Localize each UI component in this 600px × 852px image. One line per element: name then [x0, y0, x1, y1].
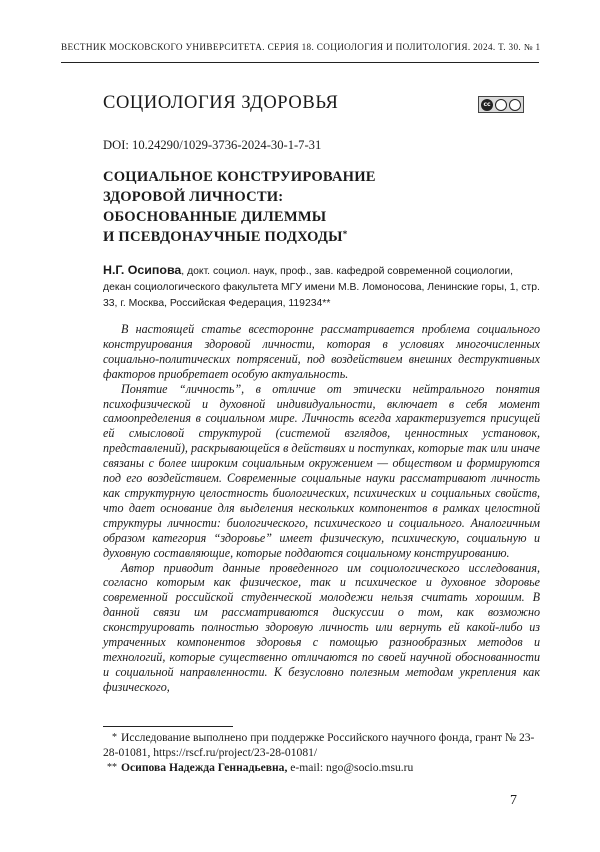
- creative-commons-license-badge[interactable]: [478, 96, 524, 113]
- footnote-mark: *: [103, 730, 117, 745]
- footnote-email: e-mail: ngo@socio.msu.ru: [287, 761, 413, 774]
- abstract-paragraph: Понятие “личность”, в отличие от этически нейтрального понятия психофизической и духовной индивидуальности, включает в себя момент самоопределения в социальном мире. Личность всегда характеризуется присущей ей смысловой структурой (системой взглядов, ценностных установок, представлений), раскрывающейся в действиях и поступках, которые так или иначе связаны с более широким социальным окружением — обществом и формируются под его воздействием. Современные социальные науки рассматривают личность как структурную целостность биологических, психических и социальных свойств, что дает основание для выделения нескольких компонентов в рамках целостной структуры личности: биологического, психического и социального. Аналогичным образом категория “здоровье” имеет физическую, психическую, социальную и духовную составляющие, которые поддаются социальному конструированию.: [103, 382, 540, 561]
- header-rule: [61, 62, 539, 63]
- abstract: [103, 322, 540, 695]
- article-title-line: ЗДОРОВОЙ ЛИЧНОСТИ:: [103, 187, 433, 207]
- doi: DOI: 10.24290/1029-3736-2024-30-1-7-31: [103, 138, 321, 153]
- noncommercial-icon: [509, 99, 521, 111]
- author-name: Н.Г. Осипова: [103, 263, 181, 277]
- article-title: [103, 167, 433, 247]
- section-title: СОЦИОЛОГИЯ ЗДОРОВЬЯ: [103, 93, 339, 114]
- journal-page: [0, 0, 600, 852]
- footnote: [103, 760, 540, 775]
- footnote-mark: **: [103, 760, 117, 775]
- footnote-text: Исследование выполнено при поддержке Российского научного фонда, грант № 23-28-01081, https://rscf.ru/project/23-28-01081/: [103, 731, 534, 759]
- abstract-paragraph: В настоящей статье всесторонне рассматривается проблема социального конструирования здоровой личности, которая в условиях многочисленных социально-политических потрясений, под воздействием внешних деструктивных факторов приобретает особую актуальность.: [103, 322, 540, 382]
- running-header: ВЕСТНИК МОСКОВСКОГО УНИВЕРСИТЕТА. СЕРИЯ 18. СОЦИОЛОГИЯ И ПОЛИТОЛОГИЯ. 2024. Т. 30. № 1: [61, 42, 539, 52]
- creative-commons-icon: cc: [481, 99, 493, 111]
- footnote: [103, 730, 540, 760]
- footnotes: [103, 730, 540, 775]
- author-affiliation: [103, 262, 540, 312]
- attribution-icon: [495, 99, 507, 111]
- footnote-author-name: Осипова Надежда Геннадьевна,: [121, 761, 287, 774]
- abstract-paragraph: Автор приводит данные проведенного им социологического исследования, согласно которым как физическое, так и психическое и духовное здоровье современной российской студенческой молодежи нельзя считать хорошим. В данной связи им рассматриваются дискуссии о том, как возможно сконструировать полностью здоровую личность или вернуть ей какой-либо из утраченных компонентов здоровья с помощью разнообразных методов и технологий, которые существенно отличаются по своей научной обоснованности и социальной направленности. К безусловно полезным методам укрепления как физического,: [103, 561, 540, 695]
- article-title-line: ОБОСНОВАННЫЕ ДИЛЕММЫ: [103, 207, 433, 227]
- affiliation-details: , докт. социол. наук, проф., зав. кафедрой современной социологии, декан социологического факультета МГУ имени М.В. Ломоносова, Ленинские горы, 1, стр. 33, г. Москва, Российская Федерация, 119234**: [103, 266, 540, 309]
- page-number: 7: [510, 793, 517, 809]
- article-title-line: СОЦИАЛЬНОЕ КОНСТРУИРОВАНИЕ: [103, 167, 433, 187]
- article-title-line: И ПСЕВДОНАУЧНЫЕ ПОДХОДЫ*: [103, 227, 433, 247]
- title-footnote-mark: *: [343, 229, 348, 239]
- footnote-rule: [103, 726, 233, 727]
